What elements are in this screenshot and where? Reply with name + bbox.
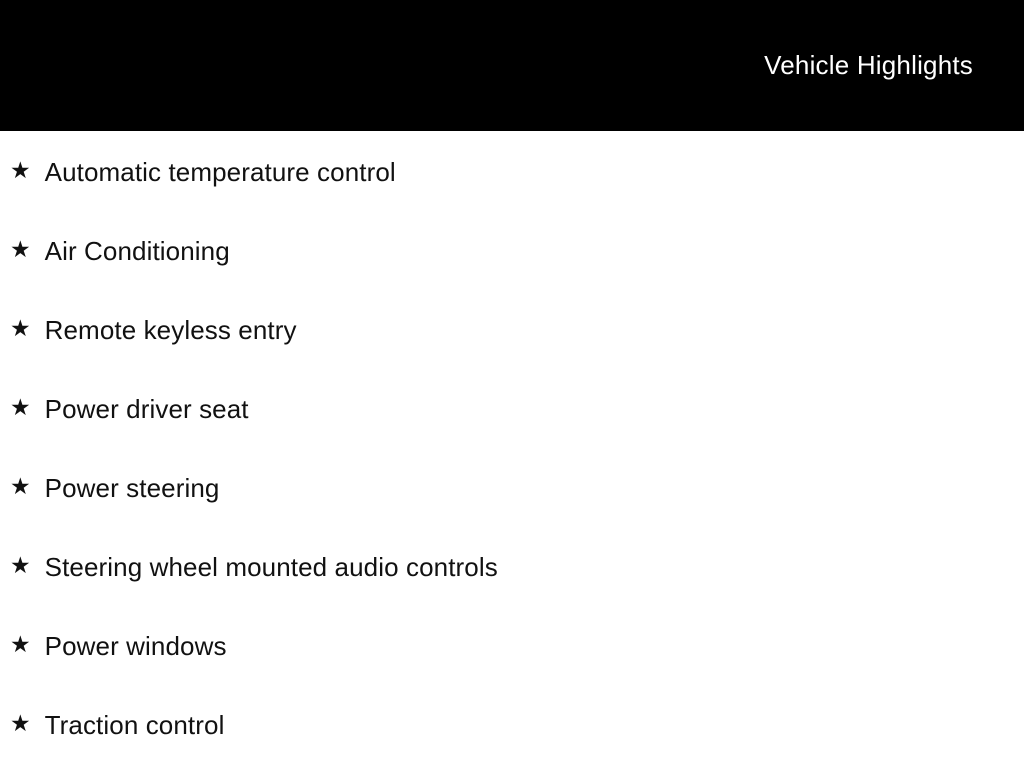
feature-label: Power steering	[44, 473, 220, 503]
feature-label: Power windows	[44, 631, 227, 661]
star-icon: ★	[10, 711, 31, 737]
list-item	[10, 449, 1024, 528]
star-icon: ★	[10, 237, 31, 263]
vehicle-features-list	[0, 131, 1024, 765]
star-icon: ★	[10, 316, 31, 342]
star-icon: ★	[10, 158, 31, 184]
list-item	[10, 686, 1024, 765]
page-title: Vehicle Highlights	[764, 50, 973, 80]
star-icon: ★	[10, 474, 31, 500]
feature-label: Automatic temperature control	[44, 157, 396, 187]
feature-label: Steering wheel mounted audio controls	[44, 552, 498, 582]
star-icon: ★	[10, 553, 31, 579]
list-item	[10, 528, 1024, 607]
list-item	[10, 212, 1024, 291]
feature-label: Traction control	[44, 710, 225, 740]
feature-label: Air Conditioning	[44, 236, 230, 266]
header-bar	[0, 0, 1024, 131]
star-icon: ★	[10, 395, 31, 421]
list-item	[10, 607, 1024, 686]
list-item	[10, 133, 1024, 212]
feature-label: Remote keyless entry	[44, 315, 297, 345]
star-icon: ★	[10, 632, 31, 658]
feature-label: Power driver seat	[44, 394, 249, 424]
list-item	[10, 291, 1024, 370]
list-item	[10, 370, 1024, 449]
